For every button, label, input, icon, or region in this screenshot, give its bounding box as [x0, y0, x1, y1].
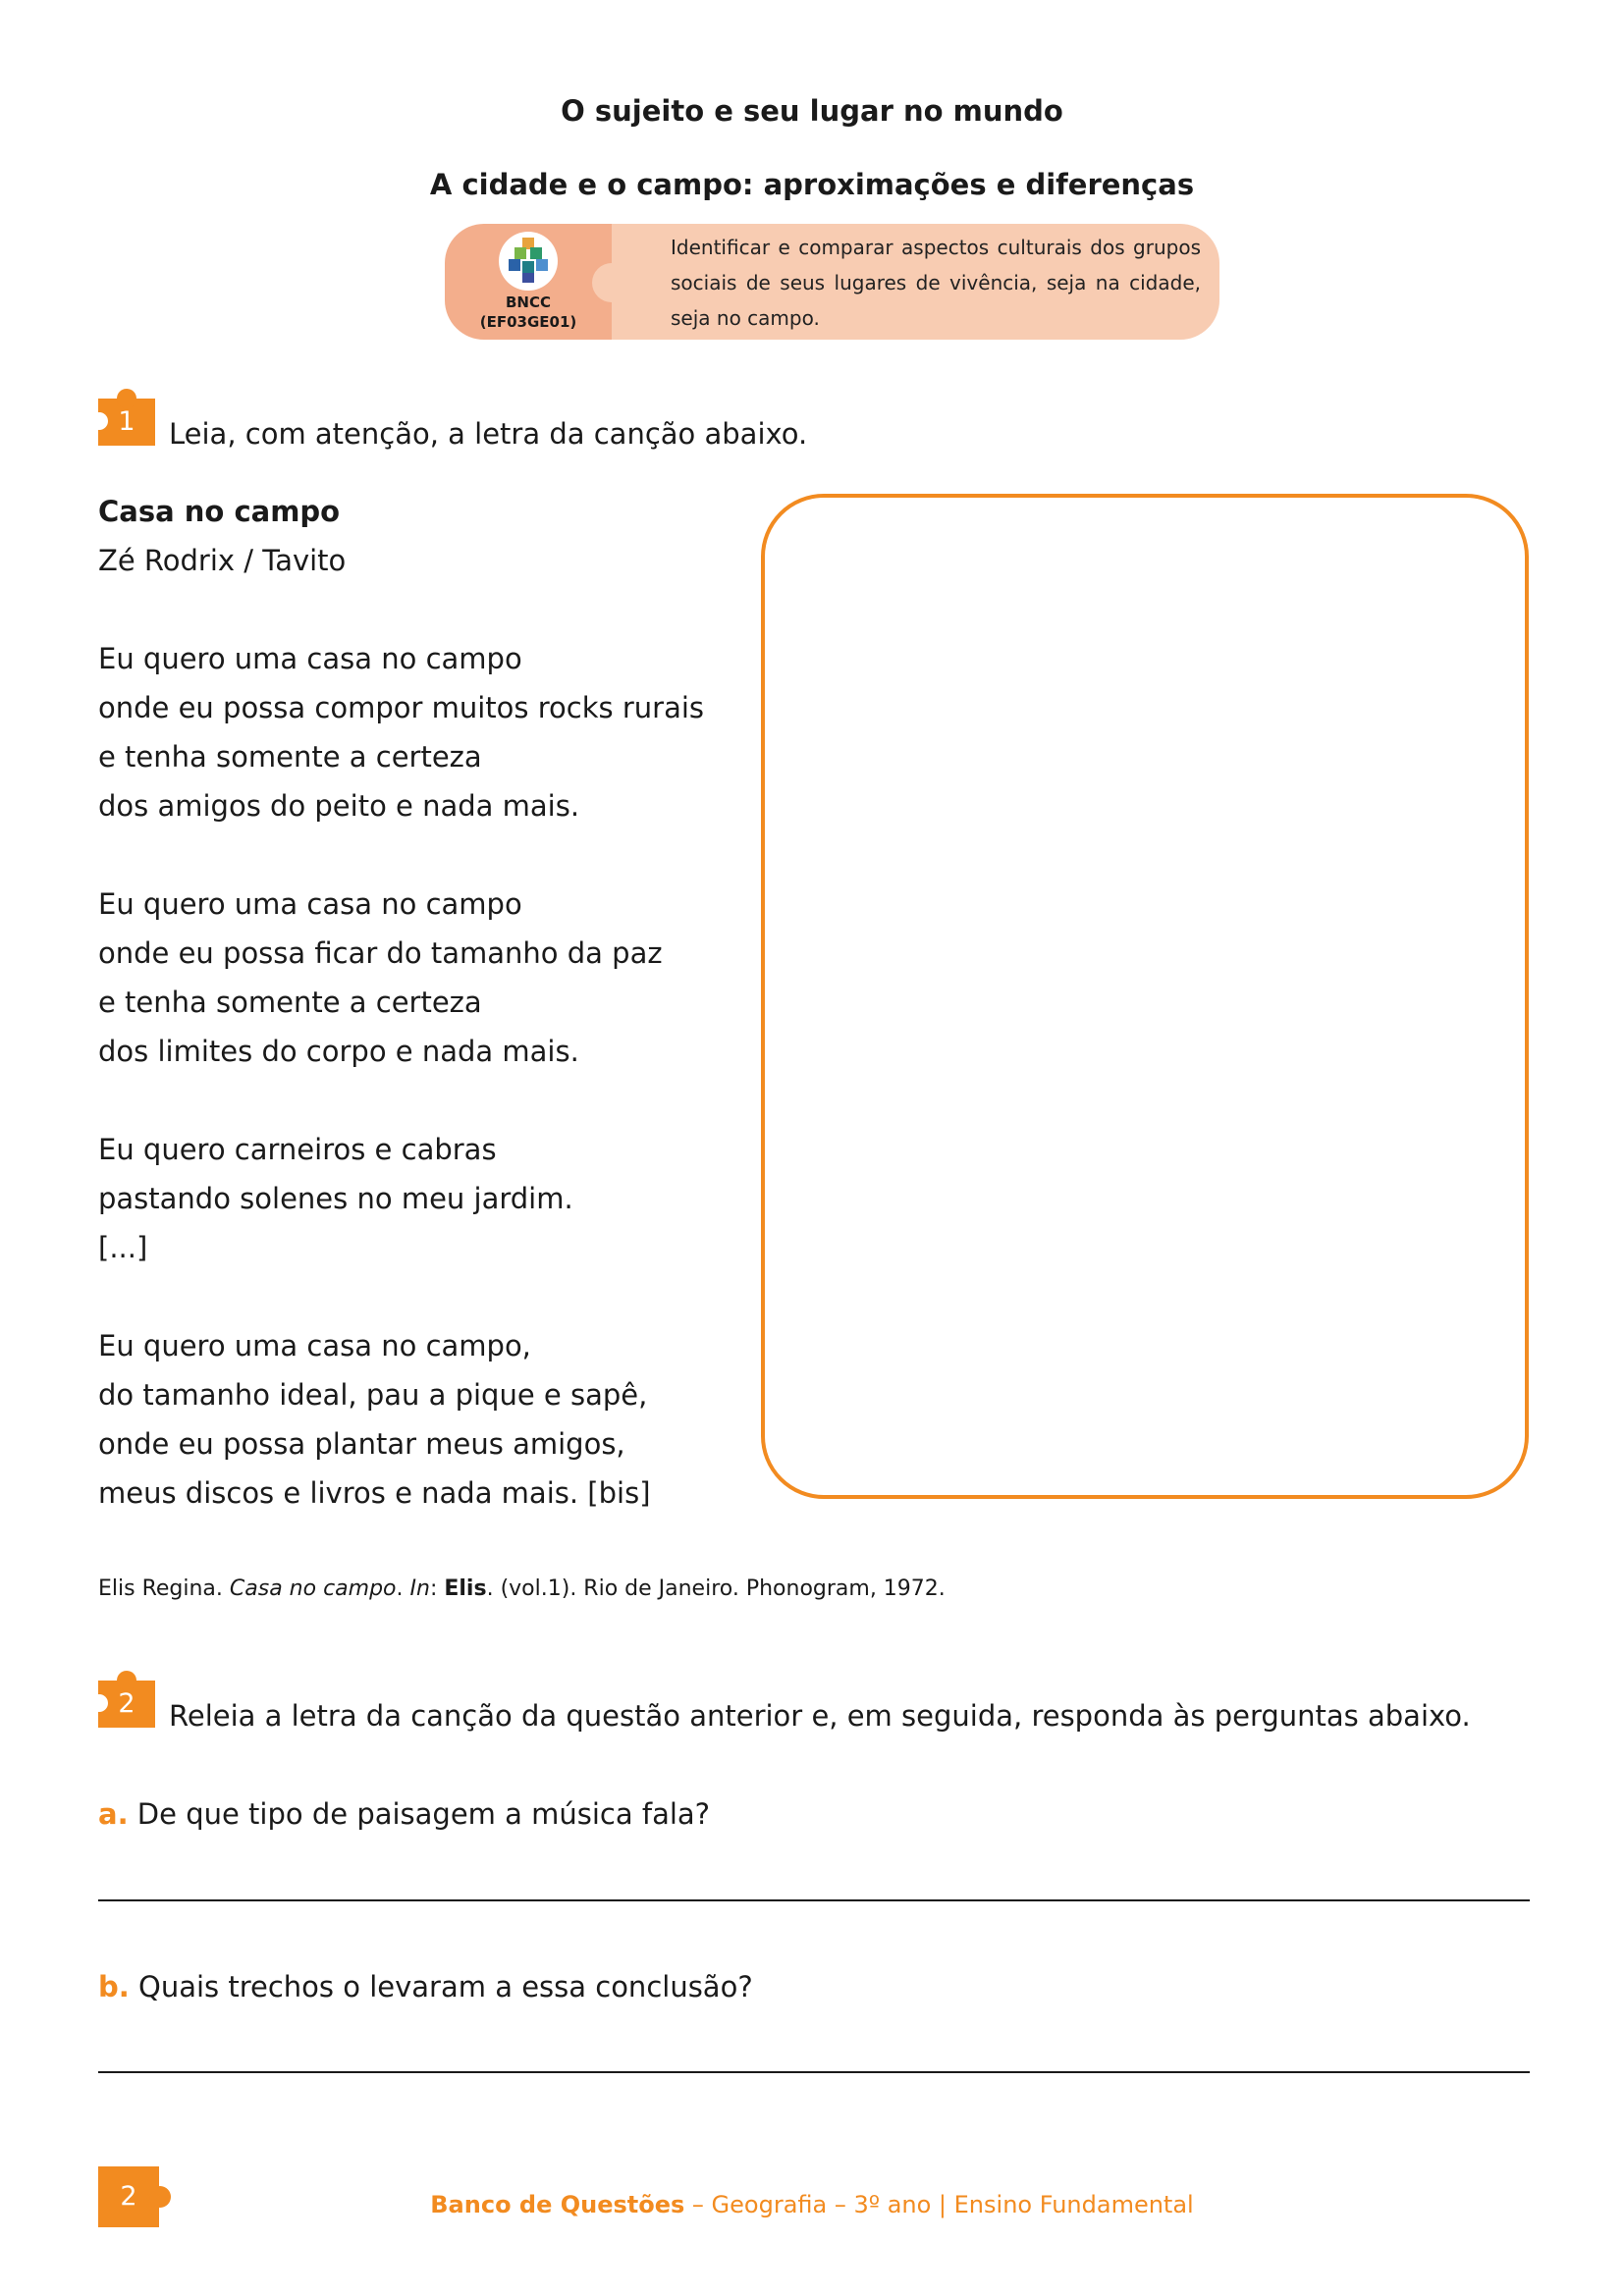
question-2b [98, 1967, 753, 2006]
lyric-line: Eu quero uma casa no campo [98, 642, 522, 675]
lyric-line: meus discos e livros e nada mais. [bis] [98, 1476, 651, 1510]
bncc-cubes-logo-icon [499, 232, 558, 291]
footer-brand: Banco de Questões [430, 2191, 685, 2218]
source-song: Casa no campo [229, 1576, 397, 1601]
question-number: 2 [118, 1688, 135, 1719]
page-number: 2 [120, 2181, 137, 2212]
footer [0, 2191, 1624, 2218]
song-source-citation [98, 1575, 946, 1604]
source-in: In [409, 1576, 430, 1601]
lyric-line: dos amigos do peito e nada mais. [98, 789, 580, 823]
song-lyrics [98, 487, 727, 1518]
worksheet-subtitle: A cidade e o campo: aproximações e diferenças [429, 168, 1195, 201]
question-number-badge [98, 1671, 157, 1730]
source-sep: . [396, 1576, 410, 1601]
bncc-box [445, 224, 1219, 340]
lyric-line: Eu quero carneiros e cabras [98, 1133, 497, 1166]
lyric-line: Eu quero uma casa no campo [98, 887, 522, 921]
question-number-badge [98, 389, 157, 448]
answer-line-a[interactable] [98, 1899, 1530, 1901]
question-2a-text: De que tipo de paisagem a música fala? [128, 1797, 711, 1831]
lyric-line: onde eu possa plantar meus amigos, [98, 1427, 625, 1461]
footer-subject: – Geografia – 3º ano | Ensino Fundamental [684, 2191, 1194, 2218]
question-2a [98, 1794, 710, 1834]
song-authors: Zé Rodrix / Tavito [98, 544, 347, 577]
bncc-label-line1: BNCC [505, 294, 551, 311]
lyric-line: onde eu possa ficar do tamanho da paz [98, 936, 663, 970]
question-2b-letter: b. [98, 1970, 130, 2003]
lyric-line: [...] [98, 1231, 148, 1264]
lyric-line: pastando solenes no meu jardim. [98, 1182, 573, 1215]
drawing-area[interactable] [761, 494, 1529, 1499]
lyric-line: dos limites do corpo e nada mais. [98, 1035, 579, 1068]
source-colon: : [429, 1576, 445, 1601]
worksheet-title: O sujeito e seu lugar no mundo [561, 94, 1063, 128]
question-2a-letter: a. [98, 1797, 129, 1831]
lyric-line: onde eu possa compor muitos rocks rurais [98, 691, 705, 724]
bncc-label-code: (EF03GE01) [479, 313, 577, 331]
lyric-line: do tamanho ideal, pau a pique e sapê, [98, 1378, 648, 1412]
source-album: Elis [444, 1576, 487, 1601]
lyric-line: e tenha somente a certeza [98, 986, 482, 1019]
lyric-line: e tenha somente a certeza [98, 740, 482, 774]
question-2-prompt: Releia a letra da canção da questão anterior e, em seguida, responda às perguntas abaixo. [169, 1699, 1471, 1733]
answer-line-b[interactable] [98, 2071, 1530, 2073]
question-number: 1 [118, 406, 135, 437]
source-details: . (vol.1). Rio de Janeiro. Phonogram, 1972. [486, 1576, 946, 1601]
question-1-prompt: Leia, com atenção, a letra da canção abaixo. [169, 417, 808, 451]
bncc-description: Identificar e comparar aspectos culturais dos grupos sociais de seus lugares de vivência, seja na cidade, seja no campo. [671, 236, 1201, 330]
lyric-line: Eu quero uma casa no campo, [98, 1329, 531, 1362]
bncc-code-label [445, 293, 612, 332]
song-title: Casa no campo [98, 495, 341, 528]
question-2b-text: Quais trechos o levaram a essa conclusão? [129, 1970, 753, 2003]
source-artist: Elis Regina. [98, 1576, 230, 1601]
